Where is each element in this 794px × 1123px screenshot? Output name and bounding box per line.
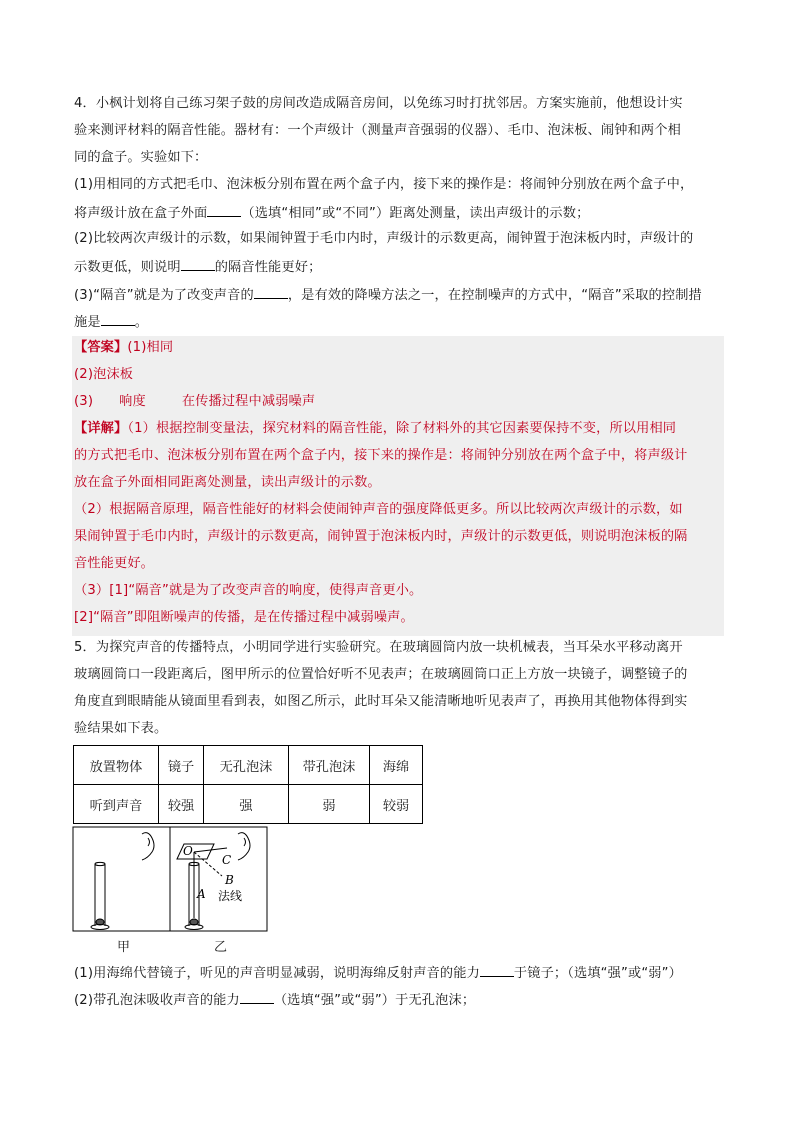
answer-blank [101, 313, 135, 326]
ear-yi [238, 833, 250, 860]
label-normal: 法线 [218, 889, 243, 903]
ear-jia [142, 833, 154, 860]
table-cell: 较强 [159, 785, 204, 824]
q4-line-7 [74, 258, 321, 276]
q4-line-5-prefix: 将声级计放在盒子外面 [74, 206, 208, 221]
frame-jia [73, 827, 170, 931]
q4-line-9-prefix: 施是 [74, 315, 101, 330]
frame-yi [170, 827, 267, 931]
label-b: B [225, 873, 234, 887]
answer-blank [207, 204, 241, 217]
answer-blank [254, 286, 288, 299]
q4-line-7-suffix: 的隔音性能更好； [214, 260, 322, 275]
experiment-figure [72, 826, 272, 956]
detail-line-4: （2）根据隔音原理，隔音性能好的材料会使闹钟声音的强度降低更多。所以比较两次声级计的示数，如 [74, 502, 683, 517]
table-cell: 听到声音 [74, 785, 159, 824]
cylinder-jia [91, 862, 109, 929]
q5-line-2: 玻璃圆筒口一段距离后，图甲所示的位置恰好听不见表声；在玻璃圆筒口正上方放一块镜子，调整镜子的 [74, 667, 688, 682]
q4-line-3: 同的盒子。实验如下： [74, 150, 208, 165]
q4-line-9 [74, 313, 148, 331]
answer-3-value-1: 响度 [119, 394, 146, 409]
label-o: O [183, 844, 193, 858]
q4-line-9-suffix: 。 [134, 315, 149, 330]
table-header-cell: 带孔泡沫 [289, 746, 370, 785]
answer-blank [480, 964, 514, 977]
q4-line-8-suffix: ，是有效的降噪方法之一，在控制噪声的方式中，“隔音”采取的控制措 [287, 288, 702, 303]
q5-sub-2-suffix: （选填“强”或“弱”）于无孔泡沫； [273, 993, 476, 1008]
q4-line-6: (2)比较两次声级计的示数，如果闹钟置于毛巾内时，声级计的示数更高，闹钟置于泡沫板内时，声级计的 [74, 231, 694, 246]
q5-line-4: 验结果如下表。 [74, 721, 168, 736]
q5-sub-2 [74, 991, 475, 1009]
table-cell: 弱 [289, 785, 370, 824]
table-header-cell: 无孔泡沫 [204, 746, 289, 785]
answer-line-3 [74, 394, 315, 410]
q4-line-5-suffix: （选填“相同”或“不同”）距离处测量，读出声级计的示数； [241, 206, 590, 221]
caption-jia: 甲 [117, 940, 131, 955]
detail-line-2: 的方式把毛巾、泡沫板分别布置在两个盒子内，接下来的操作是：将闹钟分别放在两个盒子中，将声级计 [74, 448, 688, 463]
answer-line-1 [74, 340, 173, 356]
table-header-cell: 放置物体 [74, 746, 159, 785]
q4-line-8 [74, 286, 702, 304]
answer-blank [181, 258, 215, 271]
answer-1: (1)相同 [127, 340, 174, 355]
table-cell: 强 [204, 785, 289, 824]
q4-line-5 [74, 204, 589, 222]
q4-line-7-prefix: 示数更低，则说明 [74, 260, 181, 275]
detail-line-5: 果闹钟置于毛巾内时，声级计的示数更高，闹钟置于泡沫板内时，声级计的示数更低，则说明泡沫板的隔 [74, 529, 688, 544]
answer-3-number: (3) [74, 394, 94, 409]
q5-sub-1-suffix: 于镜子；（选填“强”或“弱”） [513, 966, 682, 981]
table-row [74, 746, 423, 785]
q5-sub-1-prefix: (1)用海绵代替镜子，听见的声音明显减弱，说明海绵反射声音的能力 [74, 966, 480, 981]
table-cell: 较弱 [370, 785, 423, 824]
q5-sub-1 [74, 964, 682, 982]
q5-line-3: 角度直到眼睛能从镜面里看到表，如图乙所示，此时耳朵又能清晰地听见表声了，再换用其他物体得到实 [74, 694, 688, 709]
detail-line-8: [2]“隔音”即阻断噪声的传播，是在传播过程中减弱噪声。 [74, 610, 414, 625]
q4-line-4: (1)用相同的方式把毛巾、泡沫板分别布置在两个盒子内，接下来的操作是：将闹钟分别放在两个盒子中， [74, 177, 694, 192]
answer-3-value-2: 在传播过程中减弱噪声 [181, 394, 316, 409]
detail-text-1: （1）根据控制变量法，探究材料的隔音性能，除了材料外的其它因素要保持不变，所以用相同 [127, 421, 677, 436]
q5-sub-2-prefix: (2)带孔泡沫吸收声音的能力 [74, 993, 240, 1008]
q4-line-2: 验来测评材料的隔音性能。器材有：一个声级计（测量声音强弱的仪器）、毛巾、泡沫板、闹钟和两个相 [74, 123, 681, 138]
answer-tag: 【答案】 [74, 340, 128, 355]
q4-line-8-prefix: (3)“隔音”就是为了改变声音的 [74, 288, 254, 303]
caption-yi: 乙 [214, 940, 228, 955]
table-header-cell: 镜子 [159, 746, 204, 785]
normal-line [194, 852, 222, 876]
label-c: C [222, 853, 232, 867]
q5-line-1: 5．为探究声音的传播特点，小明同学进行实验研究。在玻璃圆筒内放一块机械表，当耳朵水平移动离开 [74, 640, 683, 655]
results-table [73, 745, 423, 824]
detail-tag: 【详解】 [74, 421, 128, 436]
detail-line-7: （3）[1]“隔音”就是为了改变声音的响度，使得声音更小。 [74, 583, 423, 598]
experiment-diagram [72, 826, 272, 936]
answer-blank [240, 991, 274, 1004]
table-header-cell: 海绵 [370, 746, 423, 785]
q4-line-1: 4．小枫计划将自己练习架子鼓的房间改造成隔音房间，以免练习时打扰邻居。方案实施前，他想设计实 [74, 96, 683, 111]
detail-line-1 [74, 421, 676, 437]
table-row [74, 785, 423, 824]
label-a: A [197, 887, 206, 901]
answer-line-2: (2)泡沫板 [74, 367, 134, 382]
detail-line-3: 放在盒子外面相同距离处测量，读出声级计的示数。 [74, 475, 381, 490]
detail-line-6: 音性能更好。 [74, 556, 155, 571]
